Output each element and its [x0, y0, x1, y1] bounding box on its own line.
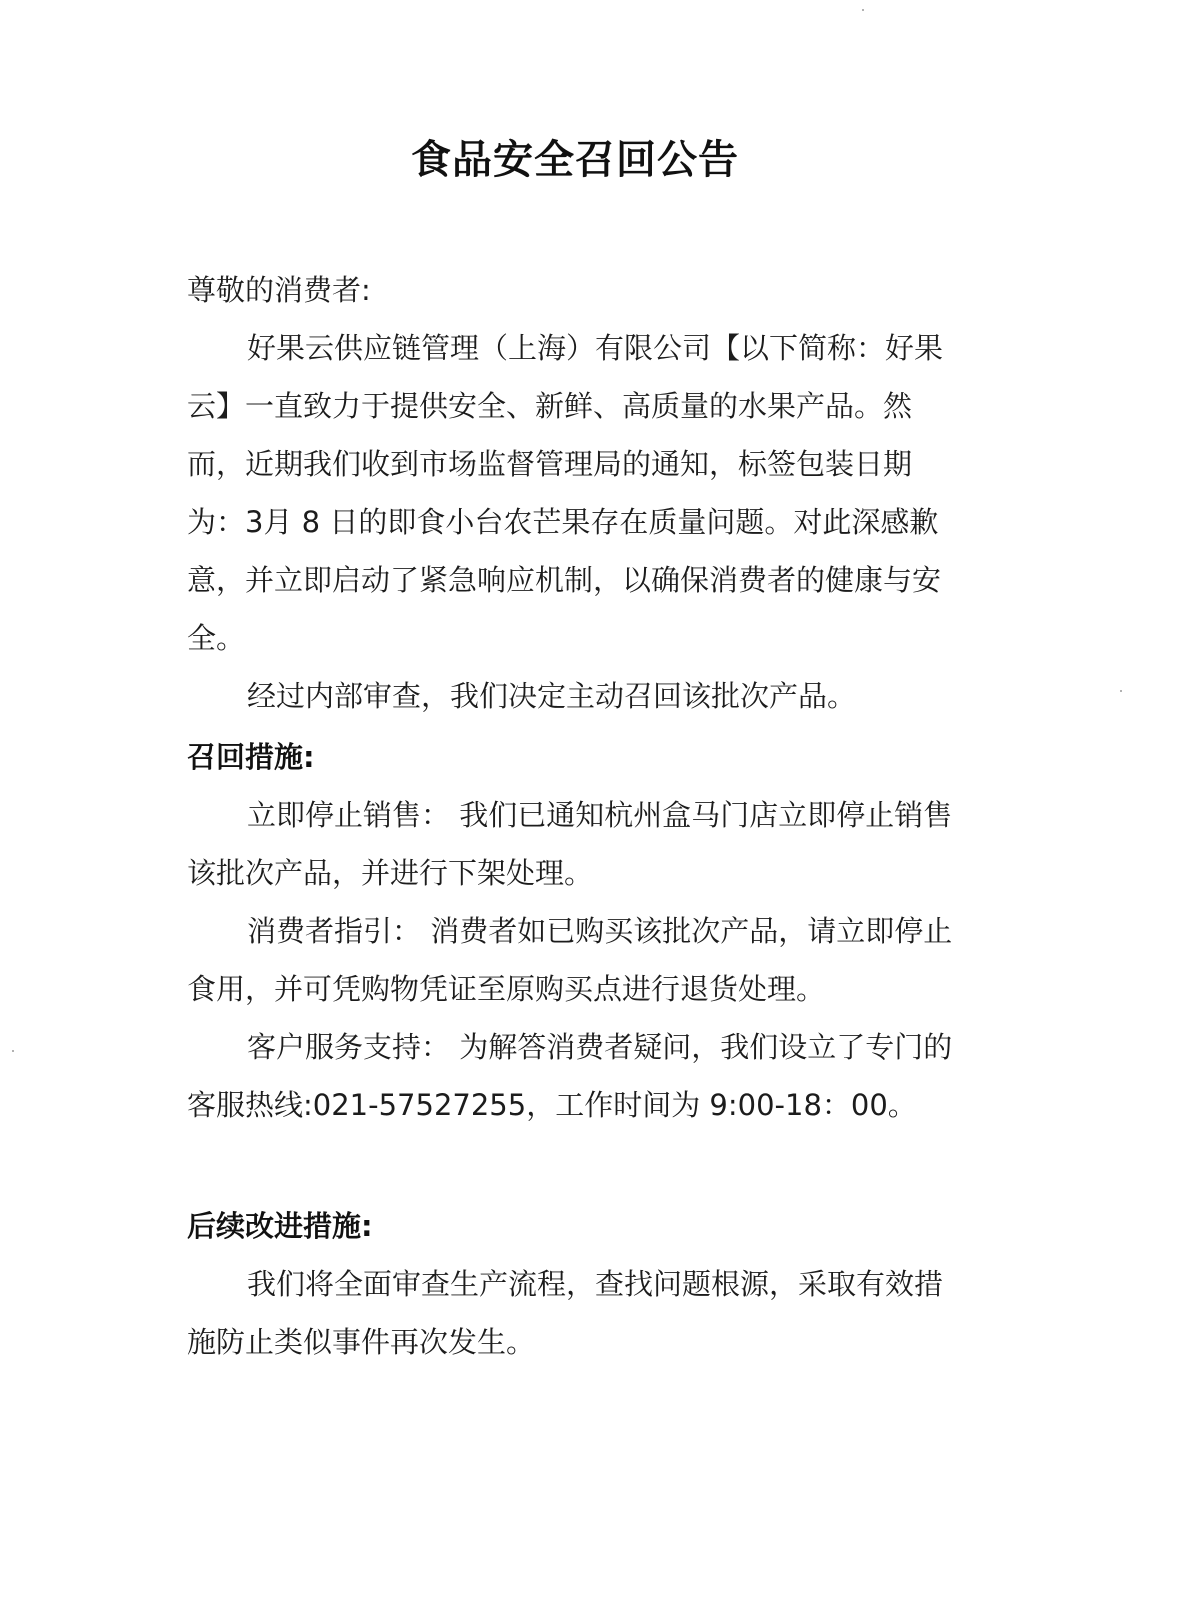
recall-item-text: 我们已通知杭州盒马门店立即停止销售该批次产品，并进行下架处理。 [187, 798, 953, 890]
intro-section [187, 261, 967, 725]
recall-item-lead: 消费者指引： [247, 914, 422, 948]
recall-item-text: 消费者如已购买该批次产品，请立即停止食用，并可凭购物凭证至原购买点进行退货处理。 [187, 914, 953, 1006]
followup-heading: 后续改进措施: [187, 1209, 373, 1243]
intro-paragraph-2: 经过内部审查，我们决定主动召回该批次产品。 [247, 679, 857, 713]
salutation: 尊敬的消费者: [187, 273, 371, 307]
scan-speck [12, 1050, 14, 1052]
recall-item-lead: 立即停止销售： [247, 798, 451, 832]
recall-item-consumer-guidance [187, 902, 967, 1018]
recall-item-text: 为解答消费者疑问，我们设立了专门的客服热线:021-57527255，工作时间为 9:00-18：00。 [187, 1030, 953, 1122]
scan-speck [1120, 690, 1122, 692]
intro-paragraph-1: 好果云供应链管理（上海）有限公司【以下简称：好果云】一直致力于提供安全、新鲜、高质量的水果产品。然而，近期我们收到市场监督管理局的通知，标签包装日期为：3月 8 日的即食小台农芒果存在质量问题。对此深感歉意，并立即启动了紧急响应机制，以确保消费者的健康与安全。 [187, 331, 944, 655]
followup-paragraph: 我们将全面审查生产流程，查找问题根源，采取有效措施防止类似事件再次发生。 [187, 1267, 944, 1359]
recall-item-customer-service [187, 1018, 967, 1134]
scan-speck [862, 9, 864, 11]
recall-item-lead: 客户服务支持： [247, 1030, 451, 1064]
followup-section [187, 1197, 967, 1371]
recall-section [187, 728, 967, 1134]
notice-title: 食品安全召回公告 [411, 137, 739, 183]
recall-item-stop-sales [187, 786, 967, 902]
recall-heading: 召回措施: [187, 740, 315, 774]
